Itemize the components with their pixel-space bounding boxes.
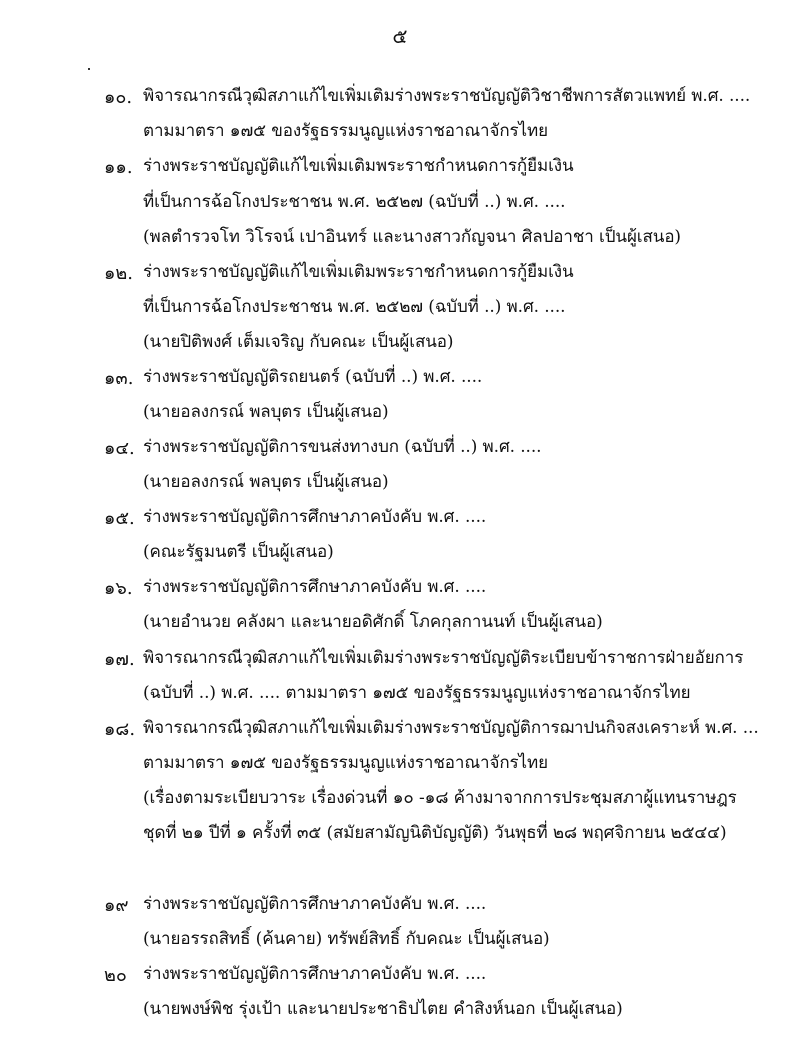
item-line: (นายอำนวย คลังผา และนายอดิศักดิ์ โภคกุลกานนท์ เป็นผู้เสนอ) <box>143 612 603 632</box>
item-line: (ฉบับที่ ..) พ.ศ. .... ตามมาตรา ๑๗๕ ของรัฐธรรมนูญแห่งราชอาณาจักรไทย <box>143 683 691 703</box>
item-number: ๑๔. <box>104 438 135 459</box>
item-line: ร่างพระราชบัญญัติรถยนตร์ (ฉบับที่ ..) พ.ศ. .... <box>143 367 483 387</box>
item-line: ร่างพระราชบัญญัติการศึกษาภาคบังคับ พ.ศ. .... <box>143 964 487 984</box>
item-line: (นายอลงกรณ์ พลบุตร เป็นผู้เสนอ) <box>143 472 389 492</box>
item-line: (นายพงษ์พิช รุ่งเป้า และนายประชาธิปไตย คำสิงห์นอก เป็นผู้เสนอ) <box>143 999 623 1019</box>
item-number: ๑๖. <box>104 578 133 599</box>
item-line: ที่เป็นการฉ้อโกงประชาชน พ.ศ. ๒๕๒๗ (ฉบับที่ ..) พ.ศ. .... <box>143 192 566 212</box>
item-line: ร่างพระราชบัญญัติแก้ไขเพิ่มเติมพระราชกำหนดการกู้ยืมเงิน <box>143 156 574 176</box>
item-line: ตามมาตรา ๑๗๕ ของรัฐธรรมนูญแห่งราชอาณาจักรไทย <box>143 753 548 773</box>
item-line: ที่เป็นการฉ้อโกงประชาชน พ.ศ. ๒๕๒๗ (ฉบับที่ ..) พ.ศ. .... <box>143 297 566 317</box>
item-line: ร่างพระราชบัญญัติการศึกษาภาคบังคับ พ.ศ. .... <box>143 894 487 914</box>
item-number: ๒๐ <box>104 965 127 986</box>
item-number: ๑๐. <box>104 87 133 108</box>
item-line: พิจารณากรณีวุฒิสภาแก้ไขเพิ่มเติมร่างพระราชบัญญัติการฌาปนกิจสงเคราะห์ พ.ศ. ... <box>143 718 759 738</box>
scan-speck <box>88 68 90 70</box>
item-line: ชุดที่ ๒๑ ปีที่ ๑ ครั้งที่ ๓๕ (สมัยสามัญนิติบัญญัติ) วันพุธที่ ๒๘ พฤศจิกายน ๒๕๔๔) <box>143 823 727 843</box>
item-number: ๑๑. <box>104 157 133 178</box>
item-line: พิจารณากรณีวุฒิสภาแก้ไขเพิ่มเติมร่างพระราชบัญญัติวิชาชีพการสัตวแพทย์ พ.ศ. .... <box>143 86 751 106</box>
item-number: ๑๕. <box>104 508 135 529</box>
item-number: ๑๘. <box>104 719 136 740</box>
item-line: ตามมาตรา ๑๗๕ ของรัฐธรรมนูญแห่งราชอาณาจักรไทย <box>143 121 548 141</box>
item-number: ๑๗. <box>104 649 135 670</box>
item-number: ๑๓. <box>104 368 134 389</box>
item-number: ๑๙ <box>104 895 129 916</box>
item-line: (นายอลงกรณ์ พลบุตร เป็นผู้เสนอ) <box>143 402 389 422</box>
item-line: ร่างพระราชบัญญัติการขนส่งทางบก (ฉบับที่ ..) พ.ศ. .... <box>143 437 542 457</box>
item-line: ร่างพระราชบัญญัติแก้ไขเพิ่มเติมพระราชกำหนดการกู้ยืมเงิน <box>143 262 574 282</box>
item-line: (คณะรัฐมนตรี เป็นผู้เสนอ) <box>143 542 334 562</box>
page-number: ๕ <box>392 24 408 48</box>
item-line: ร่างพระราชบัญญัติการศึกษาภาคบังคับ พ.ศ. .... <box>143 507 487 527</box>
item-line: (พลตำรวจโท วิโรจน์ เปาอินทร์ และนางสาวกัญจนา ศิลปอาชา เป็นผู้เสนอ) <box>143 227 681 247</box>
item-line: พิจารณากรณีวุฒิสภาแก้ไขเพิ่มเติมร่างพระราชบัญญัติระเบียบข้าราชการฝ่ายอัยการ <box>143 648 744 668</box>
item-line: (นายปิติพงศ์ เต็มเจริญ กับคณะ เป็นผู้เสนอ) <box>143 332 454 352</box>
item-line: (นายอรรถสิทธิ์ (ค้นคาย) ทรัพย์สิทธิ์ กับคณะ เป็นผู้เสนอ) <box>143 929 550 949</box>
item-line: ร่างพระราชบัญญัติการศึกษาภาคบังคับ พ.ศ. .... <box>143 577 487 597</box>
item-number: ๑๒. <box>104 263 134 284</box>
item-line: (เรื่องตามระเบียบวาระ เรื่องด่วนที่ ๑๐ -๑๘ ค้างมาจากการประชุมสภาผู้แทนราษฎร <box>143 788 737 808</box>
